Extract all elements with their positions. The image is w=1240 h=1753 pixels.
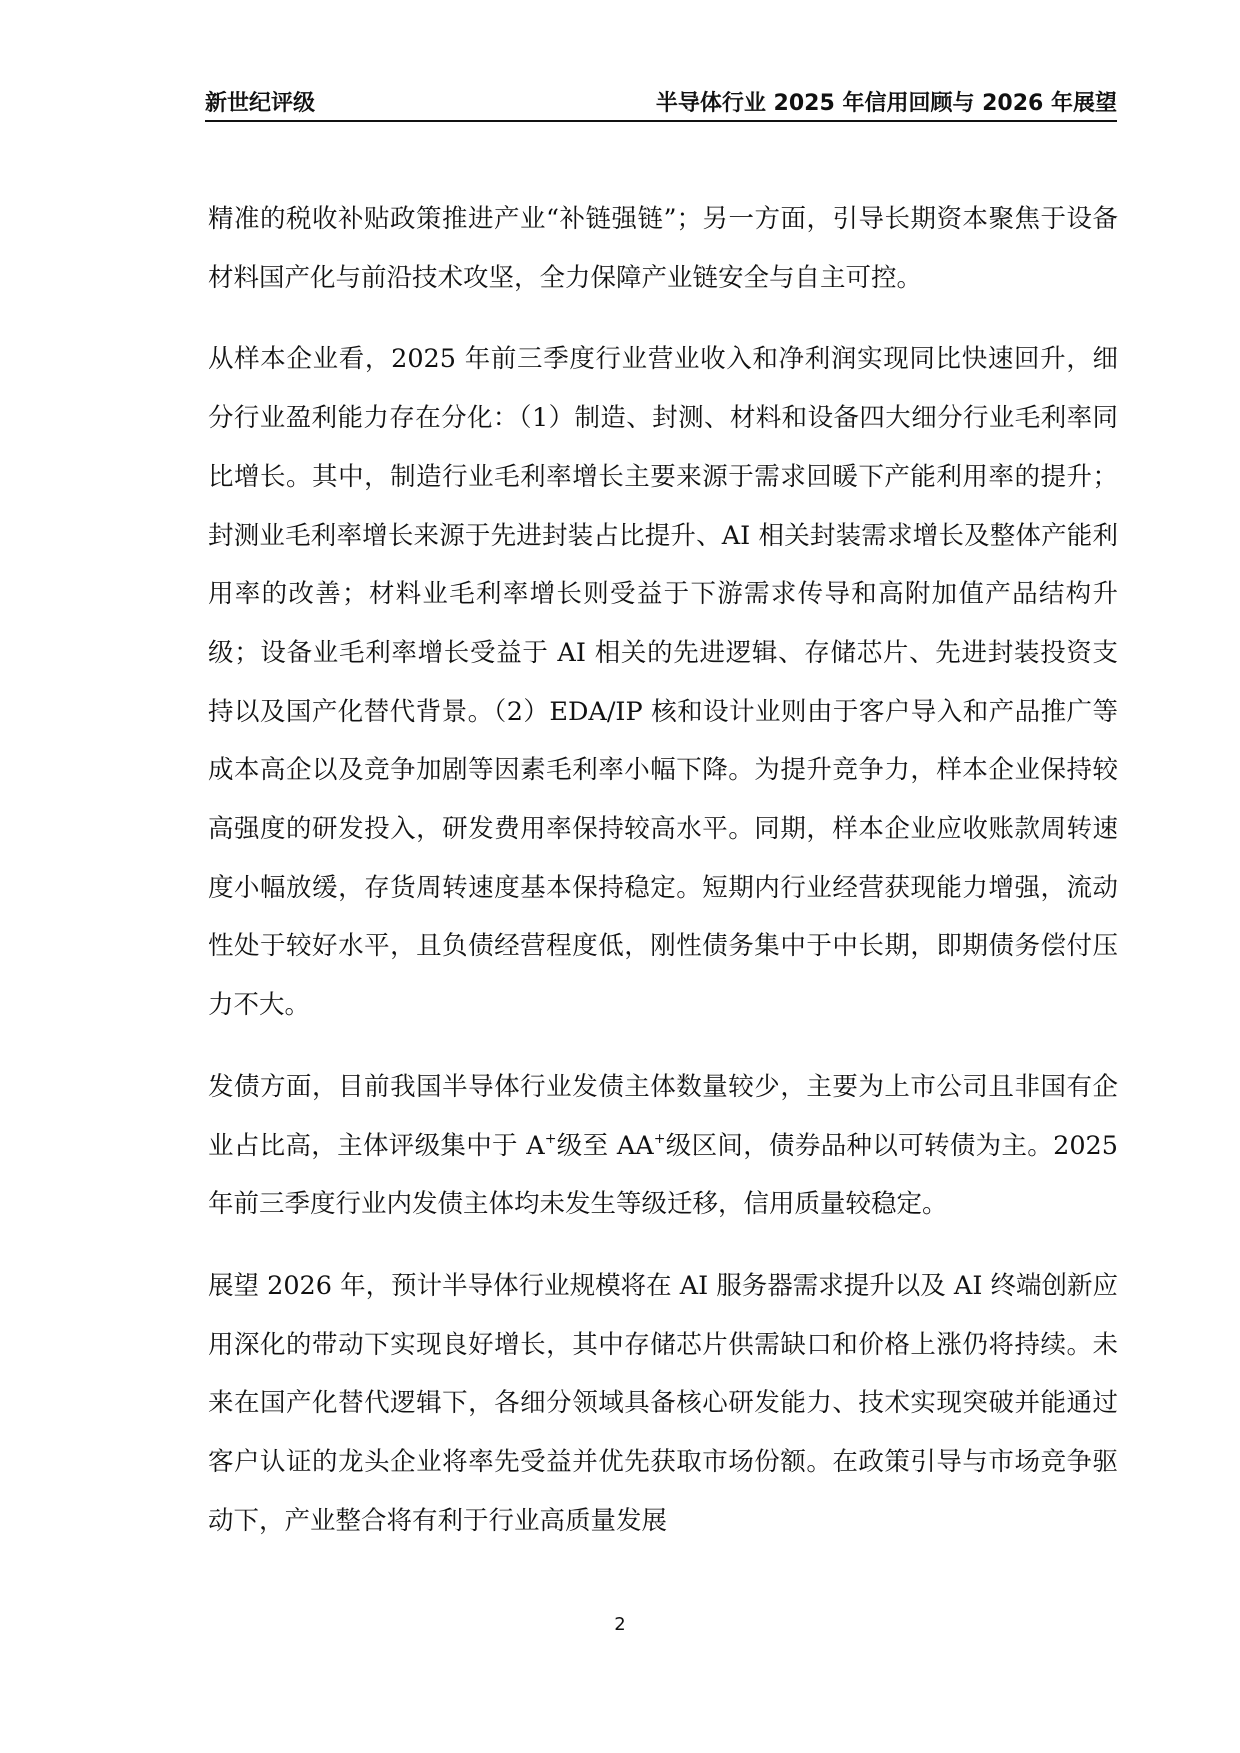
body-text	[208, 190, 1118, 1573]
page-header	[205, 82, 1117, 122]
bond-text-part2: 级至 AA	[556, 1130, 654, 1161]
header-org-name: 新世纪评级	[205, 90, 316, 116]
paragraph-bond-issuance	[208, 1058, 1118, 1234]
rating-plus-superscript: +	[653, 1130, 666, 1147]
paragraph-policy: 精准的税收补贴政策推进产业“补链强链”；另一方面，引导长期资本聚焦于设备材料国产化与前沿技术攻坚，全力保障产业链安全与自主可控。	[208, 204, 1118, 293]
bond-text-part1: 发债方面，目前我国半导体行业发债主体数量较少，主要为上市公司且非国有企业占比高，主体评级集中于 A	[208, 1071, 1118, 1161]
paragraph-sample-enterprises: 从样本企业看，2025 年前三季度行业营业收入和净利润实现同比快速回升，细分行业盈利能力存在分化：（1）制造、封测、材料和设备四大细分行业毛利率同比增长。其中，制造行业毛利率增长主要来源于需求回暖下产能利用率的提升；封测业毛利率增长来源于先进封装占比提升、AI 相关封装需求增长及整体产能利用率的改善；材料业毛利率增长则受益于下游需求传导和高附加值产品结构升级；设备业毛利率增长受益于 AI 相关的先进逻辑、存储芯片、先进封装投资支持以及国产化替代背景。（2）EDA/IP 核和设计业则由于客户导入和产品推广等成本高企以及竞争加剧等因素毛利率小幅下降。为提升竞争力，样本企业保持较高强度的研发投入，研发费用率保持较高水平。同期，样本企业应收账款周转速度小幅放缓，存货周转速度基本保持稳定。短期内行业经营获现能力增强，流动性处于较好水平，且负债经营程度低，刚性债务集中于中长期，即期债务偿付压力不大。	[208, 344, 1118, 1021]
page-number: 2	[614, 1614, 626, 1635]
header-report-title: 半导体行业 2025 年信用回顾与 2026 年展望	[655, 90, 1117, 116]
rating-plus-superscript: +	[544, 1130, 557, 1147]
paragraph-outlook-2026: 展望 2026 年，预计半导体行业规模将在 AI 服务器需求提升以及 AI 终端创新应用深化的带动下实现良好增长，其中存储芯片供需缺口和价格上涨仍将持续。未来在国产化替代逻辑下，各细分领域具备核心研发能力、技术实现突破并能通过客户认证的龙头企业将率先受益并优先获取市场份额。在政策引导与市场竞争驱动下，产业整合将有利于行业高质量发展	[208, 1270, 1119, 1536]
bond-text-part3: 级区间，债券品种以可转债为主。2025 年前三季度行业内发债主体均未发生等级迁移，信用质量较稳定。	[208, 1130, 1119, 1220]
